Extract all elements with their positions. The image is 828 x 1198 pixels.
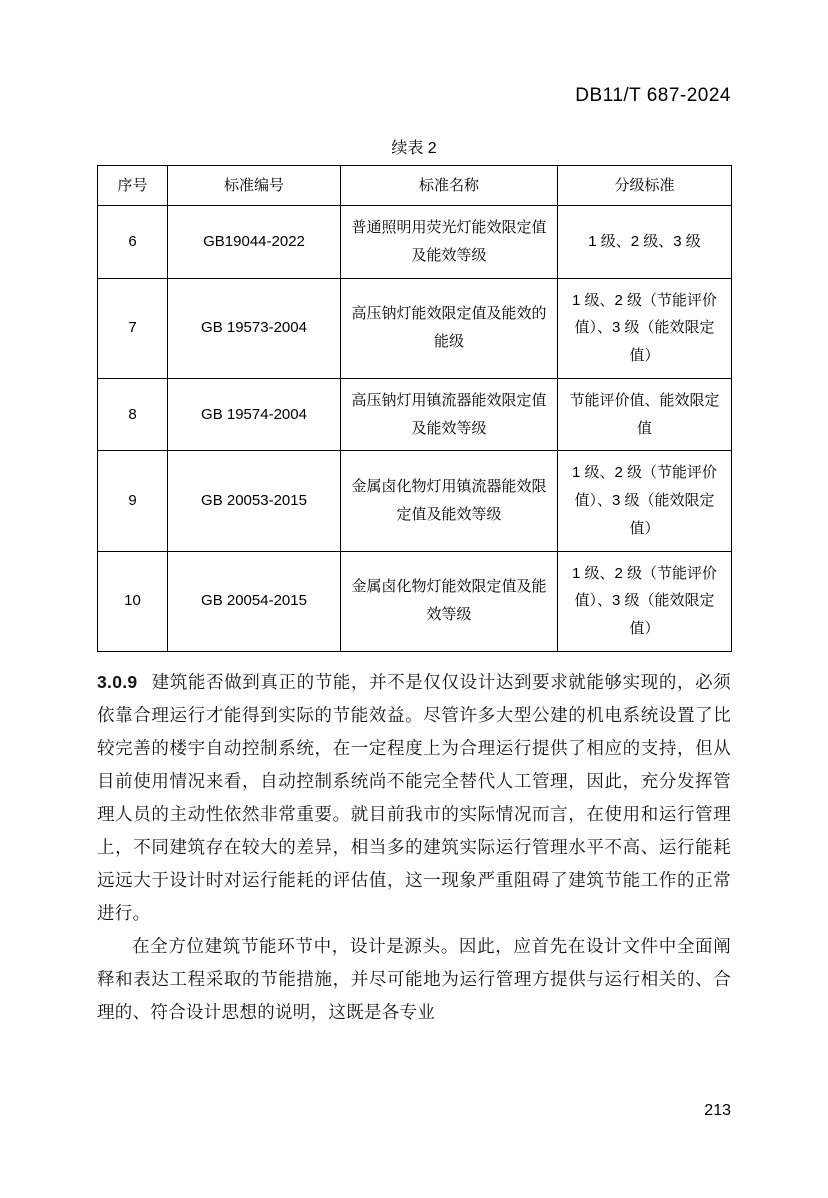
table-caption: 续表 2 [391,140,437,157]
grade-cell: 1 级、2 级（节能评价值）、3 级（能效限定值） [558,278,732,378]
clause-number: 3.0.9 [97,671,138,692]
body-text [97,666,731,1029]
column-header-grade: 分级标准 [558,166,732,206]
row-number-cell: 8 [98,378,168,451]
grade-cell: 节能评价值、能效限定值 [558,378,732,451]
standard-name-cell: 高压钠灯用镇流器能效限定值及能效等级 [341,378,558,451]
standard-code-cell: GB 20053-2015 [168,451,341,551]
standard-code-cell: GB 20054-2015 [168,551,341,651]
table-row [98,278,732,378]
clause-paragraph-text: 建筑能否做到真正的节能，并不是仅仅设计达到要求就能够实现的，必须依靠合理运行才能得到实际的节能效益。尽管许多大型公建的机电系统设置了比较完善的楼宇自动控制系统，在一定程度上为合理运行提供了相应的支持，但从目前使用情况来看，自动控制系统尚不能完全替代人工管理，因此，充分发挥管理人员的主动性依然非常重要。就目前我市的实际情况而言，在使用和运行管理上，不同建筑存在较大的差异，相当多的建筑实际运行管理水平不高、运行能耗远远大于设计时对运行能耗的评估值，这一现象严重阻碍了建筑节能工作的正常进行。 [97,671,731,923]
doc-code: DB11/T 687-2024 [575,85,731,106]
column-header-name: 标准名称 [341,166,558,206]
standard-code-cell: GB 19574-2004 [168,378,341,451]
grade-cell: 1 级、2 级（节能评价值）、3 级（能效限定值） [558,451,732,551]
paragraph: 在全方位建筑节能环节中，设计是源头。因此，应首先在设计文件中全面阐释和表达工程采取的节能措施，并尽可能地为运行管理方提供与运行相关的、合理的、符合设计思想的说明，这既是各专业 [97,935,731,1022]
row-number-cell: 9 [98,451,168,551]
standard-code-cell: GB19044-2022 [168,206,341,279]
grade-cell: 1 级、2 级（节能评价值）、3 级（能效限定值） [558,551,732,651]
table-row [98,551,732,651]
standard-name-cell: 普通照明用荧光灯能效限定值及能效等级 [341,206,558,279]
clause-paragraph [97,666,731,930]
row-number-cell: 7 [98,278,168,378]
standard-name-cell: 金属卤化物灯能效限定值及能效等级 [341,551,558,651]
table-row [98,451,732,551]
row-number-cell: 10 [98,551,168,651]
table-row [98,206,732,279]
standard-name-cell: 金属卤化物灯用镇流器能效限定值及能效等级 [341,451,558,551]
table-header-row [98,166,732,206]
grade-cell: 1 级、2 级、3 级 [558,206,732,279]
standards-table [97,165,732,652]
column-header-code: 标准编号 [168,166,341,206]
page-number: 213 [704,1102,731,1119]
row-number-cell: 6 [98,206,168,279]
standard-name-cell: 高压钠灯能效限定值及能效的能级 [341,278,558,378]
standard-code-cell: GB 19573-2004 [168,278,341,378]
table-row [98,378,732,451]
column-header-no: 序号 [98,166,168,206]
